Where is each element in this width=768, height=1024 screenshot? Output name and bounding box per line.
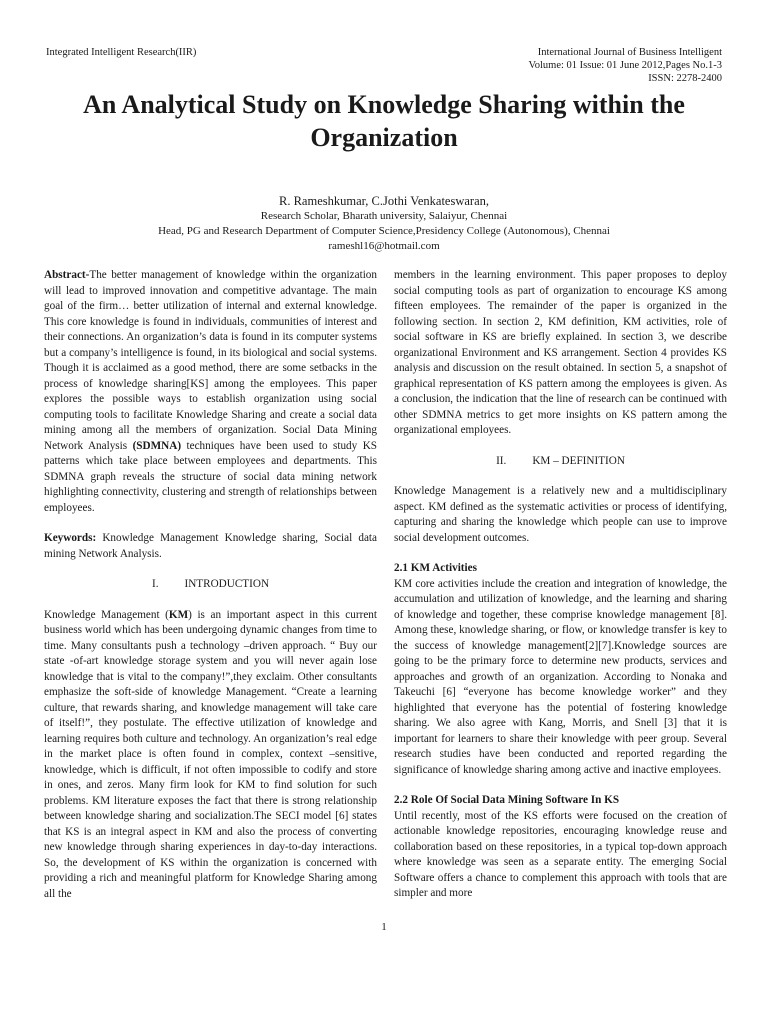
section-title: INTRODUCTION (184, 578, 270, 590)
abstract-label: Abstract- (44, 269, 90, 281)
introduction-paragraph (44, 608, 377, 903)
abstract-text-1: The better management of knowledge within the organization will lead to improved innovation and competitive advantage. The main goal of the firm… better utilization of internal and external knowledge. This core knowledge is found in individuals, communities of interest and their connections. An organization’s data is found in its computer systems but a company’s intelligence is found, in its biological and social systems. Though it is acclaimed as a good method, there are some setbacks in the process of knowledge sharing[KS] among the employees. This paper explores the possible ways to establish organization using social computing tools to facilitate Knowledge Sharing and create a social data mining among all the members of organization. Social Data Mining Network Analysis (44, 269, 377, 452)
journal-name: International Journal of Business Intelligent (537, 47, 722, 58)
section-heading-introduction (44, 577, 377, 593)
section-number: II. (496, 454, 507, 467)
journal-issn: ISSN: 2278-2400 (648, 73, 722, 84)
social-software-paragraph: Until recently, most of the KS efforts were focused on the creation of actionable knowledge repositories, encouraging knowledge reuse and collaboration based on these repositories, in a typical top-down approach where knowledge was seen as a separate entity. The emerging Social Software offers a chance to complement this approach with tools that are simpler and more (394, 809, 727, 899)
author-affiliation-1: Research Scholar, Bharath university, Salaiyur, Chennai (260, 210, 508, 222)
running-header-left: Integrated Intelligent Research(IIR) (46, 47, 197, 58)
intro-text-2: ) is an important aspect in this current business world which has been undergoing dynamic changes from time to time. Many consultants push a technology –driven approach. “ Buy our state -of-art knowledge storage system and you will never again lose knowledge that is vital to the company!”,they exclaim. Other consultants emphasize the soft-side of knowledge Management. “Create a learning culture, that rewards sharing, and knowledge management will take care of itself!”, they postulate. The effective utilization of knowledge and learning requires both culture and technology. An organization’s real edge in the market place is often found in complex, context –sensitive, knowledge, which is difficult, if not often impossible to codify and store in ones, and zeros. Many firm look for KM to find solution for such problems. KM literature exposes the fact that there is strong relationship between knowledge sharing and socialization.The SECI model [6] states that KS is an integral aspect in KM and also the process of converting new knowledge through sharing experiences in day-to-day interactions. So, the development of KS within the organization is concerned with providing a rich and meaningful platform for Knowledge Sharing among all the (44, 608, 377, 900)
intro-text-1: Knowledge Management ( (44, 608, 169, 621)
km-definition-paragraph: Knowledge Management is a relatively new and a multidisciplinary aspect. KM defined as the systematic activities or process of identifying, capturing and sharing the knowledge which people can use to improve social development outcomes. (394, 485, 727, 544)
section-title: KM – DEFINITION (532, 454, 625, 467)
intro-continuation: members in the learning environment. This paper proposes to deploy social computing tools as part of organization to encourage KS among fifteen employees. The remainder of the paper is organized in the following section. In section 2, KM definition, KM activities, role of social software in KS are briefly explained. In section 3, we describe organizational Environment and KS arrangement. Section 4 provides KS analysis and discussion on the result obtained. In section 5, a snapshot of graphical representation of KS pattern among the employees is given. As a conclusion, the indication that the line of research can be continued with other SDMNA metrics to get more insights on KS pattern among the organizational employees. (394, 269, 727, 436)
author-affiliation-2: Head, PG and Research Department of Computer Science,Presidency College (Autonomous), Chennai (158, 225, 610, 237)
subsection-heading-km-activities: 2.1 KM Activities (394, 562, 477, 574)
intro-bold-km: KM (168, 608, 189, 621)
journal-volume: Volume: 01 Issue: 01 June 2012,Pages No.1-3 (528, 60, 722, 71)
running-header-right (529, 46, 722, 85)
keywords-text: Knowledge Management Knowledge sharing, Social data mining Network Analysis. (44, 532, 377, 560)
author-names: R. Rameshkumar, C.Jothi Venkateswaran, (279, 194, 489, 208)
left-column (44, 268, 377, 902)
km-activities-paragraph: KM core activities include the creation and integration of knowledge, the accumulation and utilization of knowledge, and the learning and sharing of knowledge and together, these comprise knowledge management [8]. Among these, knowledge sharing, or flow, or knowledge transfer is key to the success of knowledge management[2][7].Knowledge sources are going to be the primary force to determine new products, services and approaches and growth of an organization. According to Nonaka and Takeuchi [6] “everyone has become knowledge worker” and they highlighted that everyone has the potential of fostering knowledge sharing. We also agree with Kang, Morris, and Snell [3] that it is important for learners to share their knowledge with peer group. Several research studies have been conducted and reported regarding the significance of knowledge sharing among active and inactive employees. (394, 577, 727, 776)
author-email: rameshl16@hotmail.com (328, 240, 440, 252)
abstract-text-2: techniques have been used to study KS patterns which take place between employees and departments. This SDMNA graph reveals the structure of social data mining network highlighting connectivity, clustering and strength of relationships between employees. (44, 439, 377, 514)
author-block (40, 194, 728, 254)
keywords (44, 531, 377, 562)
keywords-label: Keywords: (44, 532, 97, 544)
page-number: 1 (381, 921, 387, 933)
abstract (44, 268, 377, 516)
section-number: I. (151, 578, 159, 590)
right-column (394, 268, 727, 902)
abstract-bold: (SDMNA) (132, 439, 182, 452)
paper-title: An Analytical Study on Knowledge Sharing within the Organization (83, 90, 685, 152)
subsection-heading-social-software: 2.2 Role Of Social Data Mining Software In KS (394, 794, 620, 806)
section-heading-km-definition (394, 454, 727, 470)
